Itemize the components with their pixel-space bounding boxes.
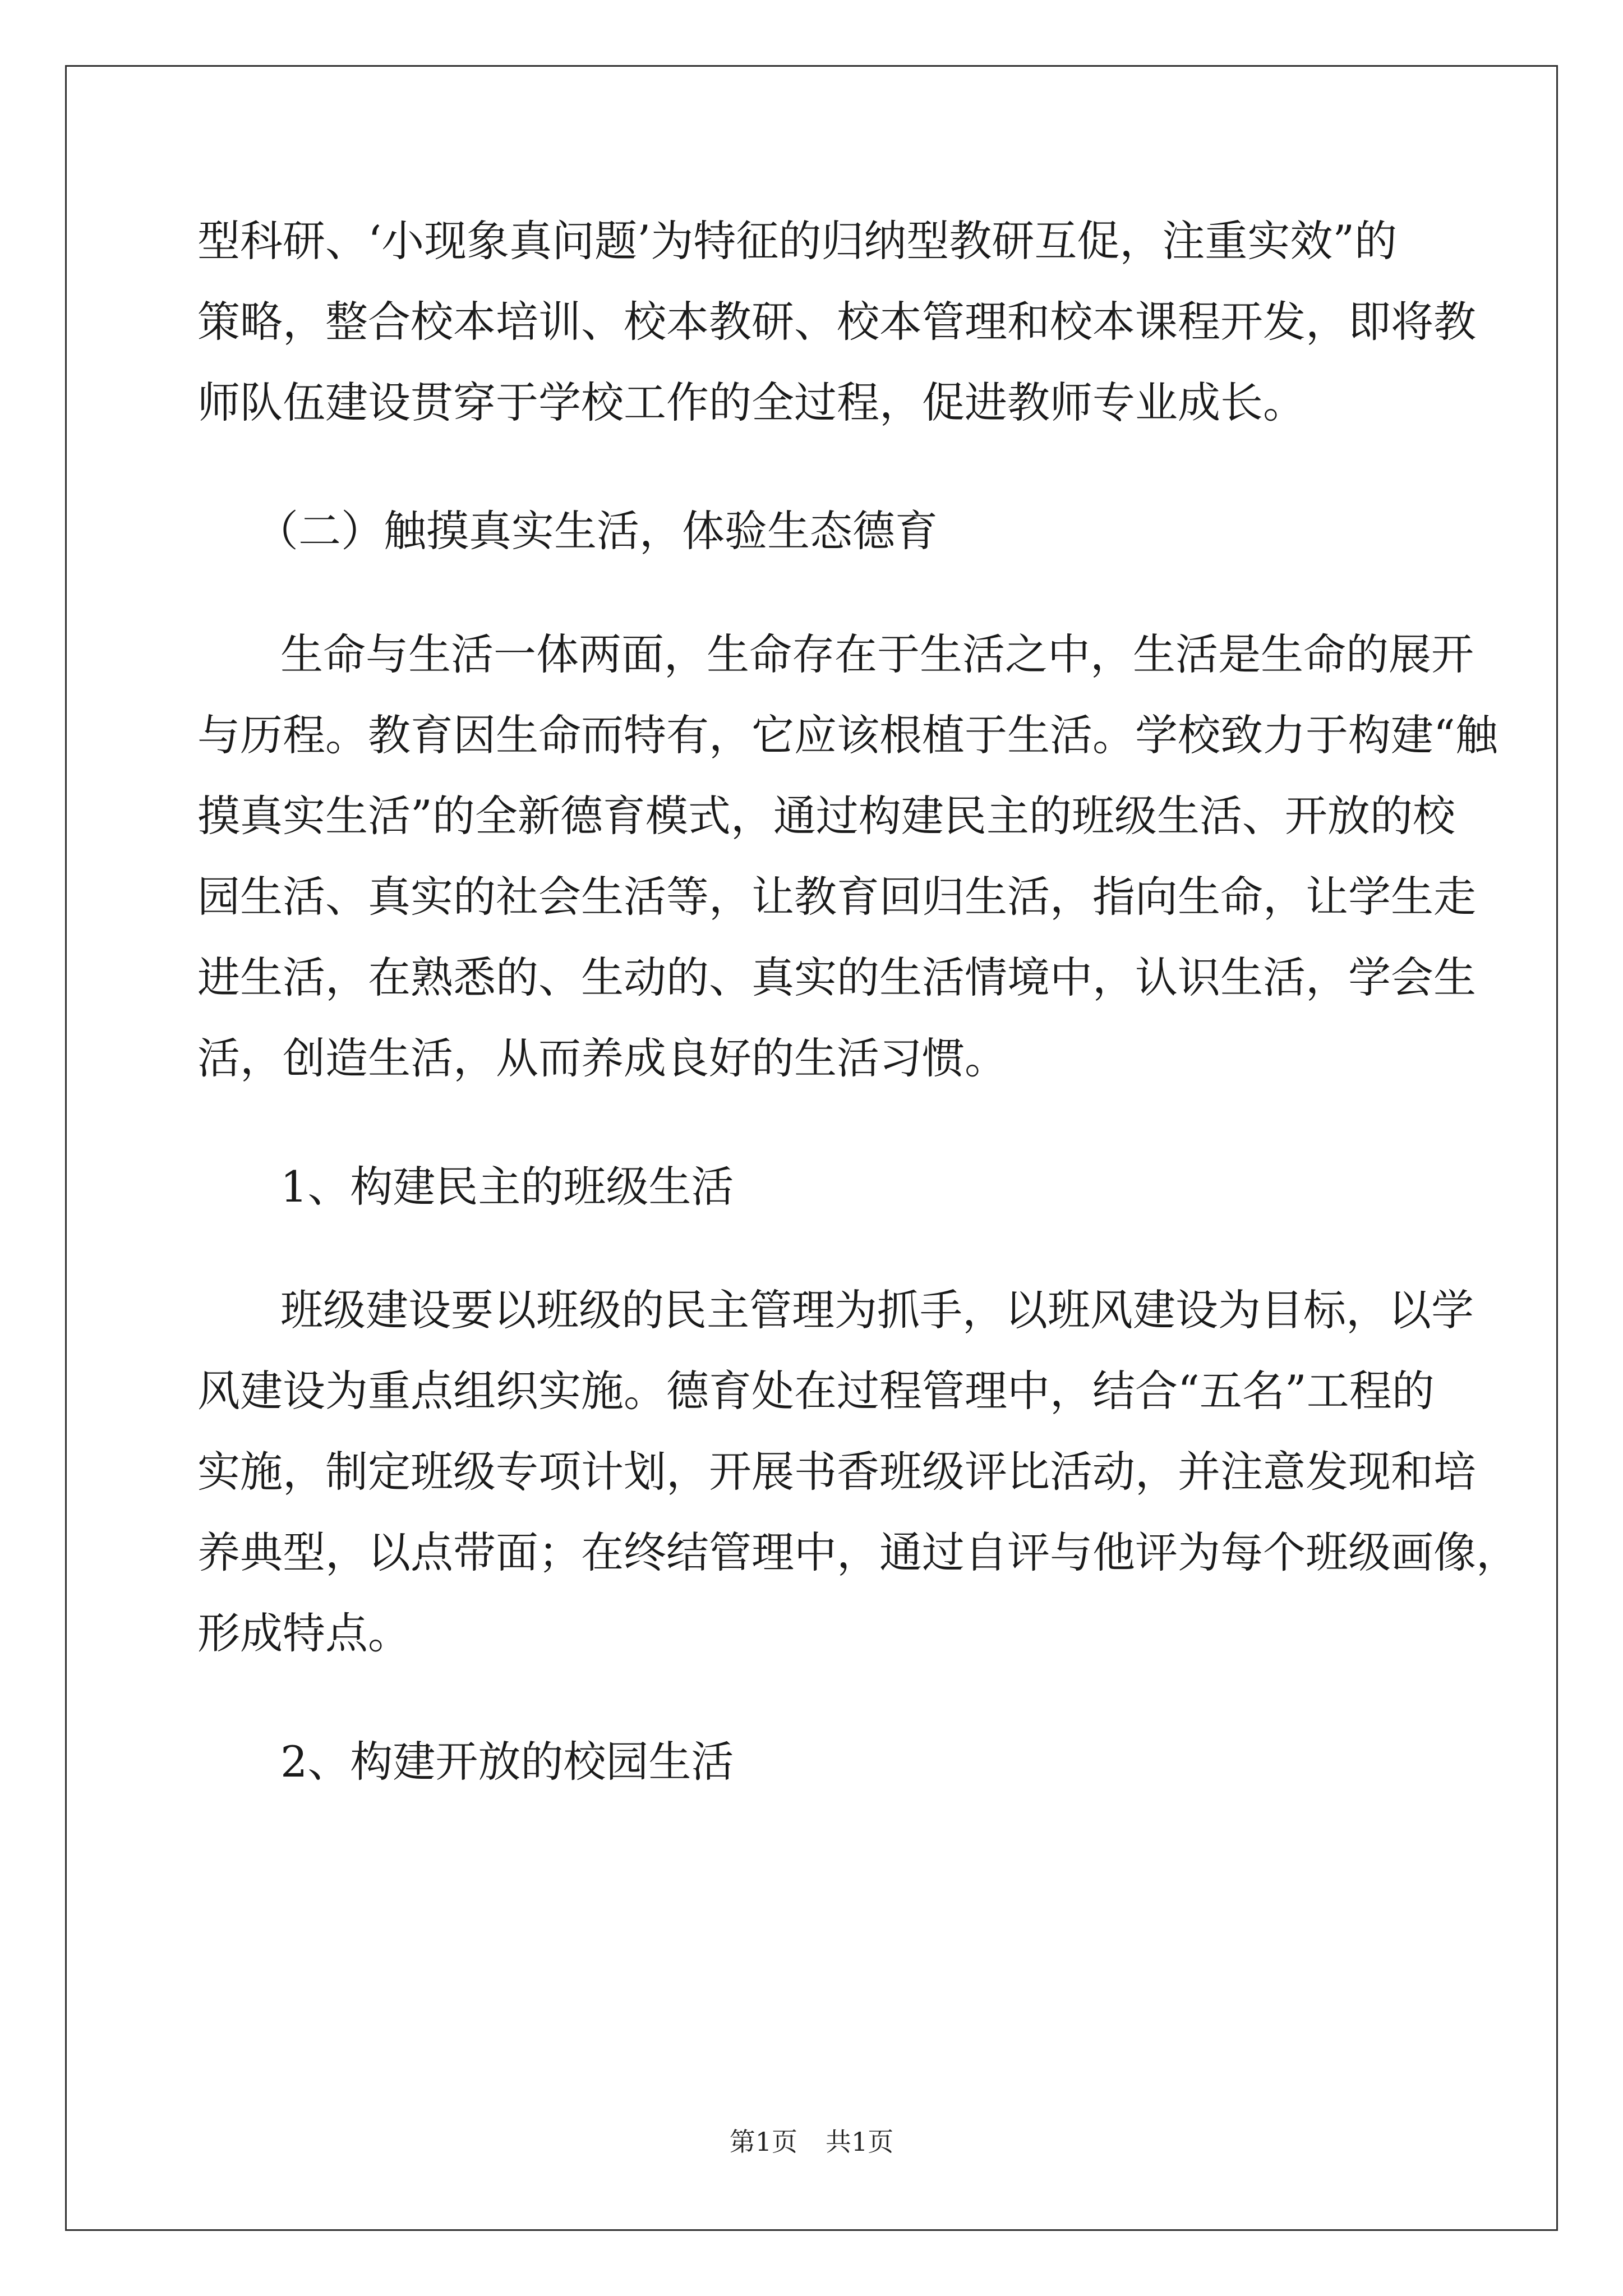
page-footer	[0, 2125, 1623, 2159]
body-line: 活，创造生活，从而养成良好的生活习惯。	[197, 1033, 1007, 1083]
body-line: 师队伍建设贯穿于学校工作的全过程，促进教师专业成长。	[197, 378, 1306, 427]
body-line: 班级建设要以班级的民主管理为抓手，以班风建设为目标，以学	[280, 1285, 1474, 1335]
section-heading: （二）触摸真实生活，体验生态德育	[256, 506, 938, 556]
body-line: 园生活、真实的社会生活等，让教育回归生活，指向生命，让学生走	[197, 872, 1476, 922]
page-total: 共1页	[826, 2127, 894, 2157]
body-line: 形成特点。	[197, 1608, 411, 1658]
body-line: 进生活，在熟悉的、生动的、真实的生活情境中，认识生活，学会生	[197, 953, 1476, 1002]
body-line: 生命与生活一体两面，生命存在于生活之中，生活是生命的展开	[280, 629, 1474, 679]
body-line: 实施，制定班级专项计划，开展书香班级评比活动，并注意发现和培	[197, 1447, 1476, 1497]
body-line: 与历程。教育因生命而特有，它应该根植于生活。学校致力于构建“触	[197, 710, 1498, 760]
body-line: 型科研、‘小现象真问题’为特征的归纳型教研互促，注重实效”的	[197, 216, 1398, 266]
subsection-heading: 1、构建民主的班级生活	[280, 1162, 734, 1212]
body-line: 摸真实生活”的全新德育模式，通过构建民主的班级生活、开放的校	[197, 791, 1455, 841]
body-line: 策略，整合校本培训、校本教研、校本管理和校本课程开发，即将教	[197, 297, 1476, 347]
subsection-heading: 2、构建开放的校园生活	[280, 1737, 734, 1787]
page-number: 第1页	[729, 2127, 797, 2157]
body-line: 风建设为重点组织实施。德育处在过程管理中，结合“五名”工程的	[197, 1366, 1435, 1416]
body-line: 养典型，以点带面；在终结管理中，通过自评与他评为每个班级画像，	[197, 1527, 1519, 1577]
